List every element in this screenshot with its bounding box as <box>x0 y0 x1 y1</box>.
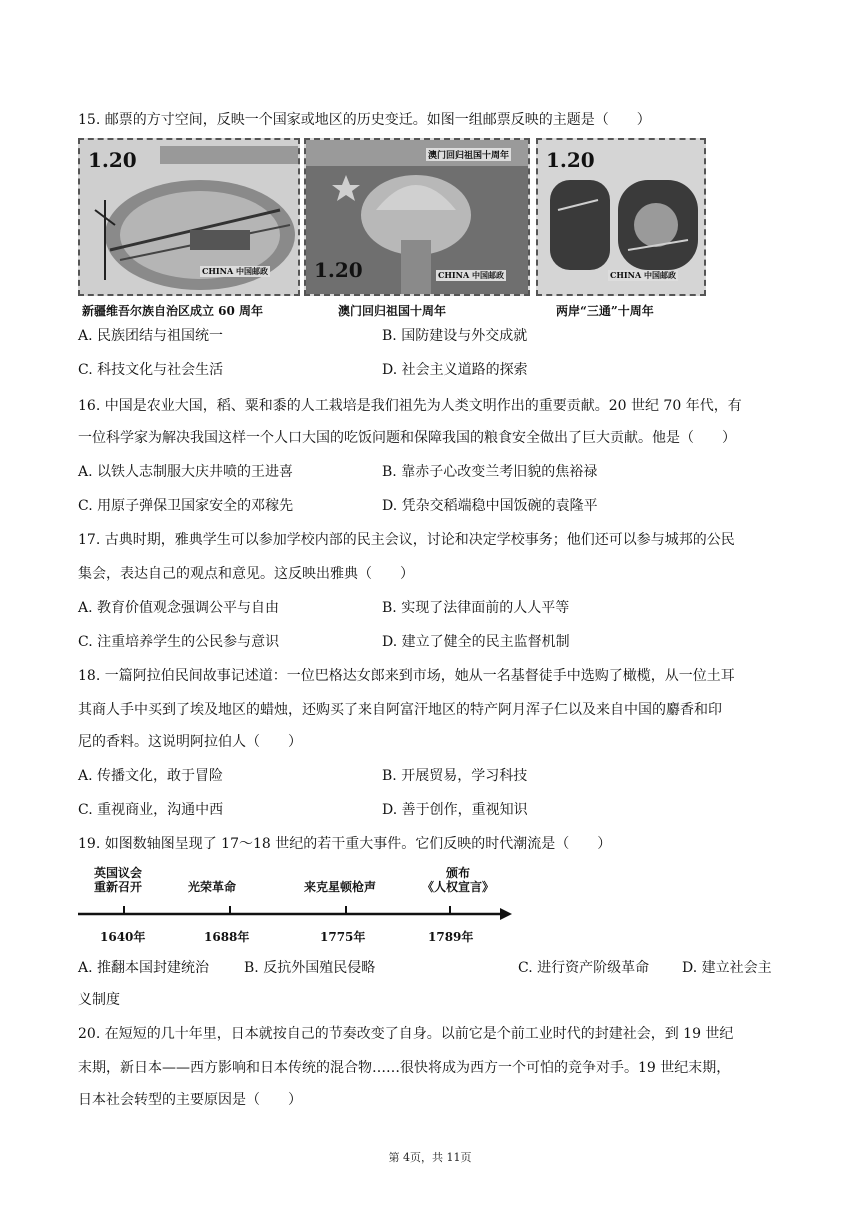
q17-option-b: B. 实现了法律面前的人人平等 <box>382 600 570 616</box>
q19-option-d-wrap: 义制度 <box>78 992 120 1008</box>
q18-stem-line: 尼的香料。这说明阿拉伯人（ ） <box>78 734 302 750</box>
stamp-xinjiang <box>78 138 300 296</box>
q15-option-a: A. 民族团结与祖国统一 <box>78 328 224 344</box>
q17-stem-line: 集会，表达自己的观点和意见。这反映出雅典（ ） <box>78 566 414 582</box>
q17-option-c: C. 注重培养学生的公民参与意识 <box>78 634 280 650</box>
q19-stem: 19. 如图数轴图呈现了 17～18 世纪的若干重大事件。它们反映的时代潮流是（ ） <box>78 836 612 852</box>
timeline-year: 1688年 <box>204 930 250 944</box>
stamp-mark: CHINA 中国邮政 <box>202 266 268 276</box>
q17-stem-line: 17. 古典时期，雅典学生可以参加学校内部的民主会议，讨论和决定学校事务；他们还可以参与城邦的公民 <box>78 532 735 548</box>
q16-option-b: B. 靠赤子心改变兰考旧貌的焦裕禄 <box>382 464 598 480</box>
q20-stem-line: 20. 在短短的几十年里，日本就按自己的节奏改变了自身。以前它是个前工业时代的封建社会，到 19 世纪 <box>78 1026 734 1042</box>
timeline-event: 光荣革命 <box>188 880 237 894</box>
q16-stem-line: 一位科学家为解决我国这样一个人口大国的吃饭问题和保障我国的粮食安全做出了巨大贡献。他是（ ） <box>78 430 736 446</box>
stamp-caption: 新疆维吾尔族自治区成立 60 周年 <box>82 304 264 318</box>
q15-option-d: D. 社会主义道路的探索 <box>382 362 528 378</box>
q19-option-d: D. 建立社会主 <box>682 960 772 976</box>
stamp-mark: CHINA 中国邮政 <box>438 270 504 280</box>
stamp-denomination: 1.20 <box>314 258 363 282</box>
q15-option-c: C. 科技文化与社会生活 <box>78 362 224 378</box>
q16-option-d: D. 凭杂交稻端稳中国饭碗的袁隆平 <box>382 498 598 514</box>
timeline-diagram <box>78 860 518 950</box>
q19-option-b: B. 反抗外国殖民侵略 <box>244 960 376 976</box>
q18-option-d: D. 善于创作，重视知识 <box>382 802 528 818</box>
page-footer: 第 4页，共 11页 <box>388 1151 472 1164</box>
timeline-year: 1775年 <box>320 930 366 944</box>
q18-option-a: A. 传播文化，敢于冒险 <box>78 768 224 784</box>
q18-option-b: B. 开展贸易，学习科技 <box>382 768 528 784</box>
q19-option-a: A. 推翻本国封建统治 <box>78 960 210 976</box>
q16-option-c: C. 用原子弹保卫国家安全的邓稼先 <box>78 498 294 514</box>
q15-option-b: B. 国防建设与外交成就 <box>382 328 528 344</box>
q17-option-a: A. 教育价值观念强调公平与自由 <box>78 600 280 616</box>
stamp-mark: CHINA 中国邮政 <box>610 270 676 280</box>
q18-stem-line: 18. 一篇阿拉伯民间故事记述道：一位巴格达女郎来到市场，她从一名基督徒手中选购了橄榄，从一位土耳 <box>78 668 735 684</box>
q18-stem-line: 其商人手中买到了埃及地区的蜡烛，还购买了来自阿富汗地区的特产阿月浑子仁以及来自中国的麝香和印 <box>78 702 722 718</box>
q19-option-c: C. 进行资产阶级革命 <box>518 960 650 976</box>
q16-option-a: A. 以铁人志制服大庆井喷的王进喜 <box>78 464 294 480</box>
stamp-denomination: 1.20 <box>88 148 137 172</box>
q18-option-c: C. 重视商业，沟通中西 <box>78 802 224 818</box>
timeline-year: 1640年 <box>100 930 146 944</box>
q16-stem-line: 16. 中国是农业大国，稻、粟和黍的人工栽培是我们祖先为人类文明作出的重要贡献。20 世纪 70 年代，有 <box>78 398 742 414</box>
q17-option-d: D. 建立了健全的民主监督机制 <box>382 634 570 650</box>
stamp-banner: 澳门回归祖国十周年 <box>426 148 511 161</box>
stamp-caption: 澳门回归祖国十周年 <box>338 304 447 318</box>
q20-stem-line: 末期，新日本——西方影响和日本传统的混合物……很快将成为西方一个可怕的竞争对手。19 世纪末期， <box>78 1060 731 1076</box>
timeline-event: 英国议会 重新召开 <box>94 866 143 894</box>
stamp-group-image <box>78 138 708 320</box>
stamp-caption: 两岸“三通”十周年 <box>556 304 654 318</box>
q20-stem-line: 日本社会转型的主要原因是（ ） <box>78 1092 302 1108</box>
stamp-macau <box>304 138 530 296</box>
q15-stem: 15. 邮票的方寸空间，反映一个国家或地区的历史变迁。如图一组邮票反映的主题是（ ） <box>78 112 651 128</box>
timeline-event: 来克星顿枪声 <box>304 880 377 894</box>
stamp-three-links <box>536 138 706 296</box>
stamp-denomination: 1.20 <box>546 148 595 172</box>
timeline-year: 1789年 <box>428 930 474 944</box>
timeline-event: 颁布 《人权宣言》 <box>422 866 495 894</box>
